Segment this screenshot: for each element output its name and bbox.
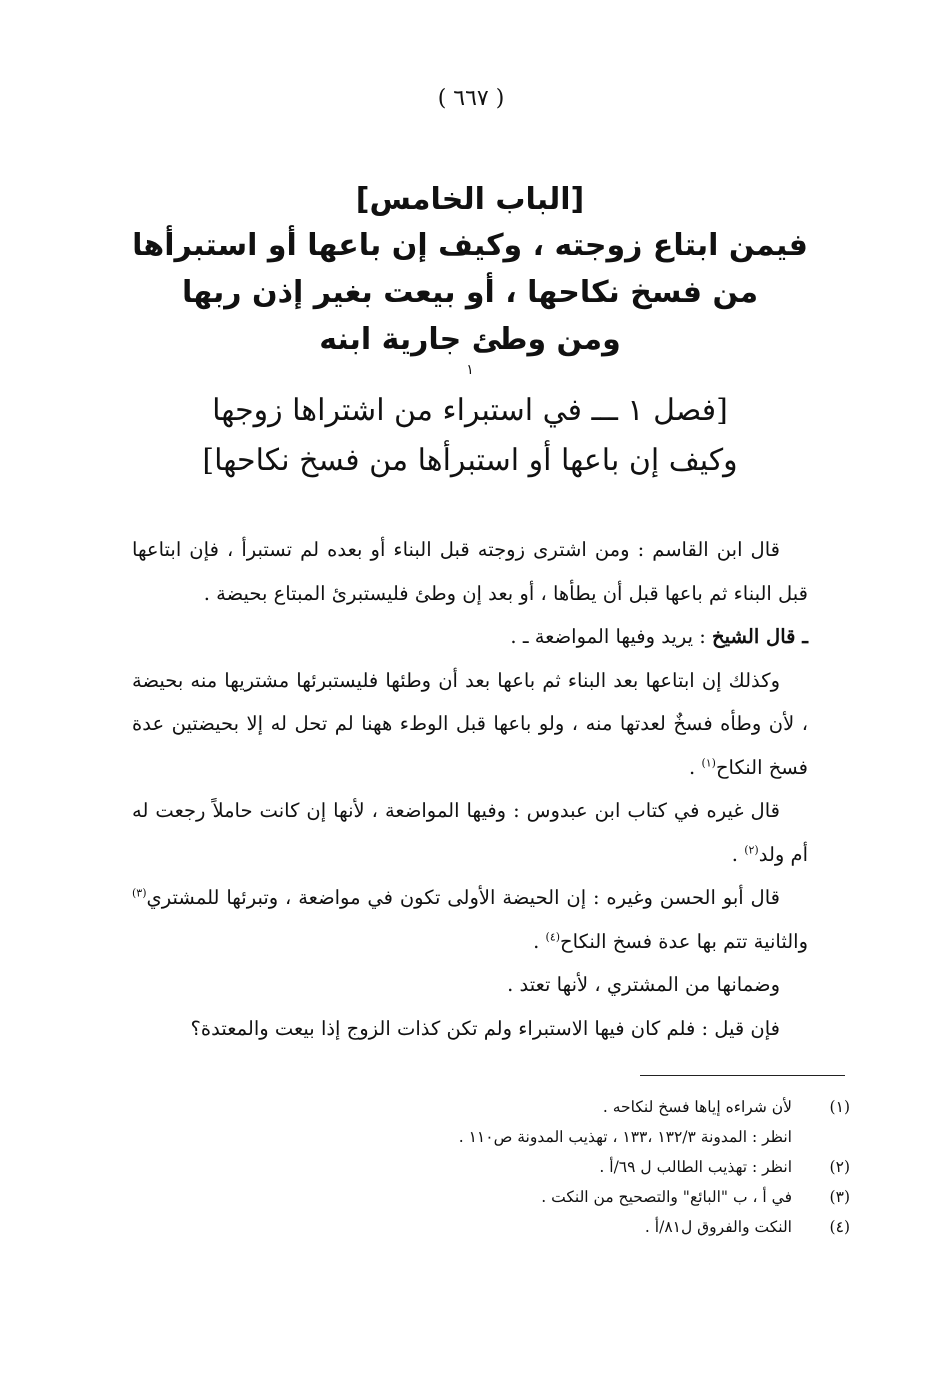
footnote-number: (١) (829, 1098, 850, 1116)
footnote-text: النكت والفروق ل٨١/أ . (644, 1218, 792, 1236)
footnote-text: انظر : تهذيب الطالب ل ٦٩/أ . (599, 1158, 792, 1176)
footnote-ref-4: (٤) (545, 930, 561, 943)
chapter-heading (120, 178, 820, 379)
paragraph-5 (132, 876, 808, 963)
footnotes (130, 1092, 850, 1242)
footnote-number: (٤) (829, 1218, 850, 1236)
paragraph-6: وضمانها من المشتري ، لأنها تعتد . (507, 973, 780, 996)
paragraph-3-end: . (689, 755, 702, 779)
footnote-text: لأن شراءه إياها فسخ لنكاحه . (602, 1098, 792, 1116)
paragraph-4-end: . (731, 842, 745, 866)
footnote-number: (٣) (829, 1188, 850, 1206)
chapter-title-line-1: فيمن ابتاع زوجته ، وكيف إن باعها أو استبرأها (132, 228, 808, 263)
footnote-row (130, 1152, 850, 1182)
paragraph-4-text: قال غيره في كتاب ابن عبدوس : وفيها المواضعة ، لأنها إن كانت حاملاً رجعت له أم ولد (132, 799, 808, 866)
paragraph-4 (132, 789, 808, 876)
paragraph-2-text: : يريد وفيها المواضعة ـ . (510, 625, 713, 648)
paragraph-3-text: وكذلك إن ابتاعها بعد البناء ثم باعها بعد أن وطئها فليستبرئها مشتريها منه بحيضة ، لأن وطأه فسخٌ لعدتها منه ، ولو باعها قبل الوطء ههنا لم تحل له إلا بحيضتين عدة فسخ النكاح (132, 668, 808, 779)
paragraph-5-text-a: قال أبو الحسن وغيره : إن الحيضة الأولى تكون في مواضعة ، وتبرئها للمشتري (146, 886, 780, 909)
body-text (132, 528, 808, 1050)
chapter-title-line-3: ومن وطئ جارية ابنه (319, 322, 621, 357)
footnote-ref-3: (٣) (132, 886, 147, 900)
footnote-separator (640, 1075, 845, 1076)
paragraph-2 (132, 615, 808, 659)
footnote-number: (٢) (829, 1158, 850, 1176)
footnote-text: في أ ، ب "البائع" والتصحيح من النكت . (541, 1188, 792, 1206)
footnote-row (130, 1182, 850, 1212)
section-title-line-1: [فصل ١ ـــ في استبراء من اشتراها زوجها (212, 393, 728, 428)
footnote-text: انظر : المدونة ١٣٢/٣ ،١٣٣ ، تهذيب المدونة ص١١٠ . (458, 1128, 792, 1146)
paragraph-5-text-b: والثانية تتم بها عدة فسخ النكاح (560, 929, 808, 953)
chapter-label: [الباب الخامس] (355, 182, 585, 217)
paragraph-3 (132, 659, 808, 790)
sheikh-label: ـ قال الشيخ (712, 625, 808, 648)
chapter-title-line-2: من فسخ نكاحها ، أو بيعت بغير إذن ربها (181, 275, 759, 310)
footnote-row (130, 1212, 850, 1242)
paragraph-7: فإن قيل : فلم كان فيها الاستبراء ولم تكن كذات الزوج إذا بيعت والمعتدة؟ (190, 1016, 780, 1040)
footnote-row (130, 1122, 850, 1152)
footnote-ref-2: (٢) (744, 843, 759, 856)
section-heading (120, 386, 820, 486)
section-title-line-2: وكيف إن باعها أو استبرأها من فسخ نكاحها] (202, 443, 738, 478)
chapter-marker: ١ (466, 362, 474, 378)
footnote-row (130, 1092, 850, 1122)
paragraph-5-end: . (533, 929, 546, 953)
page-number: ( ٦٦٧ ) (437, 86, 505, 111)
paragraph-1: قال ابن القاسم : ومن اشترى زوجته قبل البناء أو بعده لم تستبرأ ، فإن ابتاعها قبل البناء ثم باعها قبل أن يطأها ، أو بعد إن وطئ فليستبرئ المبتاع بحيضة . (132, 538, 808, 605)
footnote-ref-1: (١) (701, 756, 716, 769)
